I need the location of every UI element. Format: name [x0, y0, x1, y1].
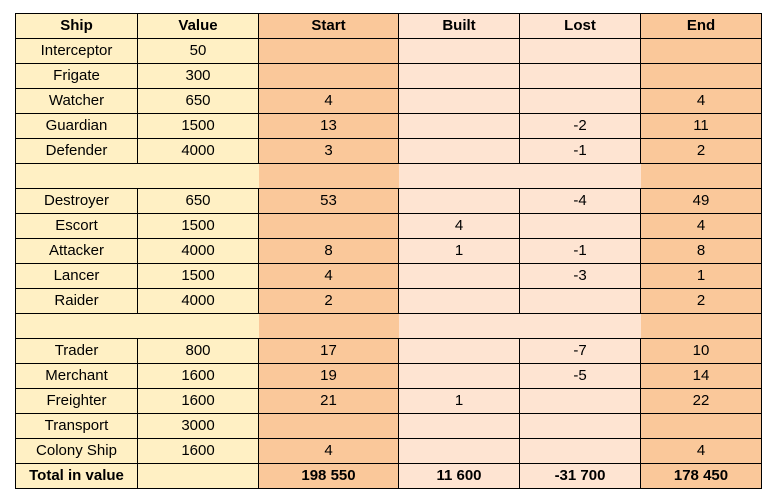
- value-cell: 800: [138, 339, 259, 364]
- total-lost-cell: -31 700: [520, 464, 641, 489]
- value-cell: 1600: [138, 364, 259, 389]
- total-label-cell: Total in value: [16, 464, 138, 489]
- ship-cell: Colony Ship: [16, 439, 138, 464]
- end-cell: 1: [641, 264, 762, 289]
- start-cell: [259, 39, 399, 64]
- header-row: [16, 14, 762, 39]
- ship-cell: Trader: [16, 339, 138, 364]
- start-cell: 4: [259, 264, 399, 289]
- ship-table: [15, 13, 762, 489]
- built-cell: [399, 414, 520, 439]
- table-row: [16, 339, 762, 364]
- separator-cell: [16, 164, 138, 189]
- table-row: [16, 89, 762, 114]
- ship-cell: Raider: [16, 289, 138, 314]
- built-cell: [399, 289, 520, 314]
- ship-cell: Watcher: [16, 89, 138, 114]
- total-row: [16, 464, 762, 489]
- start-cell: 3: [259, 139, 399, 164]
- lost-cell: -1: [520, 239, 641, 264]
- built-cell: [399, 189, 520, 214]
- built-cell: [399, 264, 520, 289]
- start-cell: 8: [259, 239, 399, 264]
- value-cell: 1500: [138, 214, 259, 239]
- value-cell: 650: [138, 89, 259, 114]
- end-cell: 8: [641, 239, 762, 264]
- end-cell: 4: [641, 439, 762, 464]
- built-cell: 1: [399, 239, 520, 264]
- lost-cell: -1: [520, 139, 641, 164]
- value-cell: 4000: [138, 139, 259, 164]
- end-cell: 4: [641, 214, 762, 239]
- separator-cell: [399, 314, 520, 339]
- separator-cell: [16, 314, 138, 339]
- ship-cell: Transport: [16, 414, 138, 439]
- ship-cell: Lancer: [16, 264, 138, 289]
- ship-cell: Frigate: [16, 64, 138, 89]
- start-cell: 19: [259, 364, 399, 389]
- table-row: [16, 139, 762, 164]
- start-cell: 4: [259, 89, 399, 114]
- built-cell: [399, 89, 520, 114]
- end-cell: 49: [641, 189, 762, 214]
- value-cell: 1500: [138, 264, 259, 289]
- lost-cell: [520, 439, 641, 464]
- header-start: Start: [259, 14, 399, 39]
- total-value-cell: [138, 464, 259, 489]
- start-cell: 21: [259, 389, 399, 414]
- value-cell: 1600: [138, 389, 259, 414]
- ship-cell: Escort: [16, 214, 138, 239]
- separator-cell: [520, 164, 641, 189]
- table-row: [16, 64, 762, 89]
- built-cell: [399, 39, 520, 64]
- value-cell: 1600: [138, 439, 259, 464]
- table-row: [16, 289, 762, 314]
- end-cell: 11: [641, 114, 762, 139]
- lost-cell: -3: [520, 264, 641, 289]
- start-cell: [259, 414, 399, 439]
- lost-cell: -2: [520, 114, 641, 139]
- value-cell: 1500: [138, 114, 259, 139]
- built-cell: [399, 364, 520, 389]
- table-row: [16, 439, 762, 464]
- group-separator-row: [16, 164, 762, 189]
- end-cell: 4: [641, 89, 762, 114]
- built-cell: 4: [399, 214, 520, 239]
- table-row: [16, 364, 762, 389]
- lost-cell: -5: [520, 364, 641, 389]
- ship-cell: Guardian: [16, 114, 138, 139]
- start-cell: 17: [259, 339, 399, 364]
- separator-cell: [259, 164, 399, 189]
- start-cell: 2: [259, 289, 399, 314]
- built-cell: 1: [399, 389, 520, 414]
- header-built: Built: [399, 14, 520, 39]
- lost-cell: [520, 214, 641, 239]
- end-cell: [641, 64, 762, 89]
- separator-cell: [520, 314, 641, 339]
- end-cell: 10: [641, 339, 762, 364]
- built-cell: [399, 339, 520, 364]
- start-cell: [259, 214, 399, 239]
- value-cell: 650: [138, 189, 259, 214]
- end-cell: 2: [641, 289, 762, 314]
- table-row: [16, 414, 762, 439]
- built-cell: [399, 439, 520, 464]
- value-cell: 300: [138, 64, 259, 89]
- table-row: [16, 239, 762, 264]
- table-row: [16, 114, 762, 139]
- lost-cell: -7: [520, 339, 641, 364]
- separator-cell: [641, 164, 762, 189]
- lost-cell: [520, 89, 641, 114]
- lost-cell: [520, 64, 641, 89]
- value-cell: 4000: [138, 239, 259, 264]
- header-end: End: [641, 14, 762, 39]
- table-row: [16, 39, 762, 64]
- start-cell: 53: [259, 189, 399, 214]
- total-start-cell: 198 550: [259, 464, 399, 489]
- built-cell: [399, 64, 520, 89]
- end-cell: [641, 414, 762, 439]
- start-cell: 4: [259, 439, 399, 464]
- separator-cell: [399, 164, 520, 189]
- table-row: [16, 264, 762, 289]
- separator-cell: [138, 164, 259, 189]
- value-cell: 4000: [138, 289, 259, 314]
- ship-cell: Attacker: [16, 239, 138, 264]
- end-cell: [641, 39, 762, 64]
- lost-cell: [520, 39, 641, 64]
- table-row: [16, 389, 762, 414]
- table-row: [16, 189, 762, 214]
- end-cell: 22: [641, 389, 762, 414]
- table-row: [16, 214, 762, 239]
- value-cell: 50: [138, 39, 259, 64]
- separator-cell: [641, 314, 762, 339]
- end-cell: 2: [641, 139, 762, 164]
- lost-cell: [520, 414, 641, 439]
- table-body: [16, 39, 762, 489]
- ship-cell: Defender: [16, 139, 138, 164]
- lost-cell: [520, 289, 641, 314]
- ship-cell: Merchant: [16, 364, 138, 389]
- lost-cell: [520, 389, 641, 414]
- separator-cell: [138, 314, 259, 339]
- total-built-cell: 11 600: [399, 464, 520, 489]
- end-cell: 14: [641, 364, 762, 389]
- header-ship: Ship: [16, 14, 138, 39]
- ship-cell: Freighter: [16, 389, 138, 414]
- header-value: Value: [138, 14, 259, 39]
- value-cell: 3000: [138, 414, 259, 439]
- lost-cell: -4: [520, 189, 641, 214]
- built-cell: [399, 114, 520, 139]
- built-cell: [399, 139, 520, 164]
- start-cell: [259, 64, 399, 89]
- ship-cell: Destroyer: [16, 189, 138, 214]
- total-end-cell: 178 450: [641, 464, 762, 489]
- start-cell: 13: [259, 114, 399, 139]
- separator-cell: [259, 314, 399, 339]
- group-separator-row: [16, 314, 762, 339]
- ship-cell: Interceptor: [16, 39, 138, 64]
- header-lost: Lost: [520, 14, 641, 39]
